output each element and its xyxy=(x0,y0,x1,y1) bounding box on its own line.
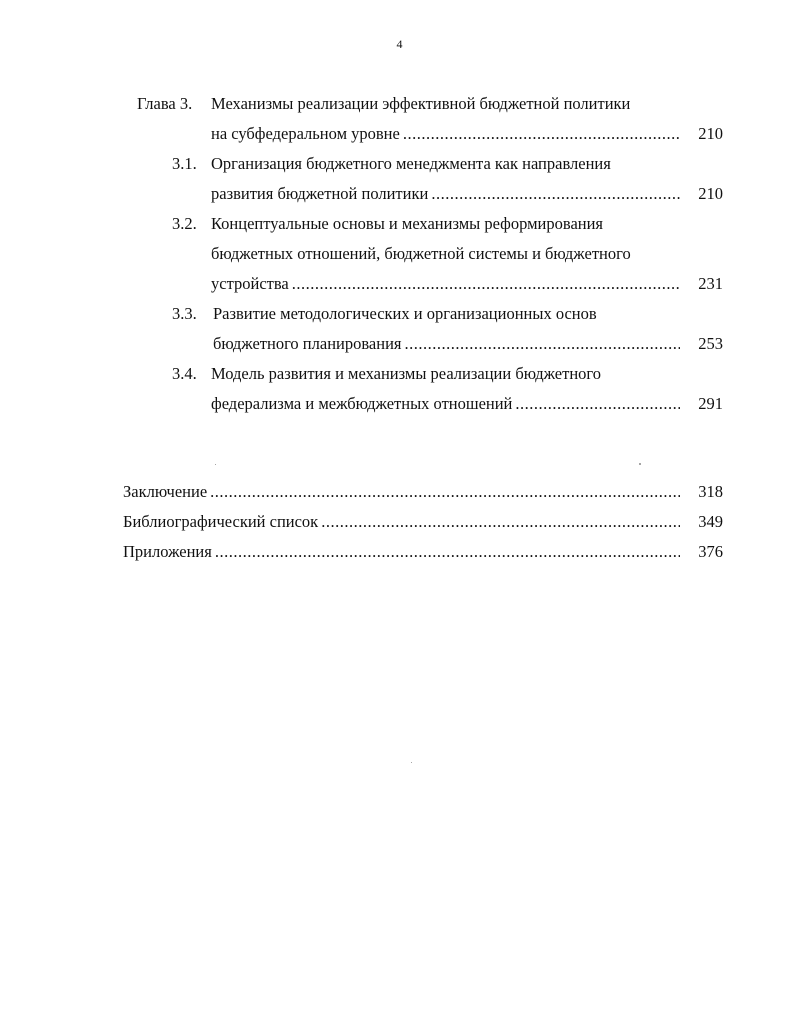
dot-leader xyxy=(515,392,680,416)
toc-entry-bibliography xyxy=(123,510,683,534)
toc-entry-page: 349 xyxy=(698,512,723,531)
chapter-title-line1: Механизмы реализации эффективной бюджетной политики xyxy=(211,94,631,113)
section-title-line2 xyxy=(213,332,683,356)
toc-entry-title: Приложения xyxy=(123,542,212,561)
section-title-line1: Развитие методологических и организационных основ xyxy=(213,304,597,323)
section-page: 291 xyxy=(698,394,723,413)
section-title-line1: Модель развития и механизмы реализации бюджетного xyxy=(211,364,602,383)
section-number: 3.4. xyxy=(172,364,197,383)
toc-entry-title: Заключение xyxy=(123,482,208,501)
toc-entry-page: 376 xyxy=(698,542,723,561)
dot-leader xyxy=(431,182,680,206)
dot-leader xyxy=(405,332,680,356)
toc-entry-page: 318 xyxy=(698,482,723,501)
section-title-line3 xyxy=(211,272,683,296)
chapter-label: Глава 3. xyxy=(137,94,193,113)
scan-speck xyxy=(639,463,641,465)
section-number: 3.3. xyxy=(172,304,197,323)
chapter-page: 210 xyxy=(698,124,723,143)
dot-leader xyxy=(210,480,680,504)
page-number: 4 xyxy=(396,37,403,51)
toc-entry-title: Библиографический список xyxy=(123,512,319,531)
section-page: 253 xyxy=(698,334,723,353)
section-title-line2: бюджетных отношений, бюджетной системы и бюджетного xyxy=(211,244,631,263)
toc-entry-appendices xyxy=(123,540,683,564)
section-title-text: устройства xyxy=(211,274,289,293)
section-title-text: федерализма и межбюджетных отношений xyxy=(211,394,513,413)
section-title-line2 xyxy=(211,392,683,416)
section-title-line2 xyxy=(211,182,683,206)
section-number: 3.1. xyxy=(172,154,197,173)
scan-speck xyxy=(215,464,216,465)
dot-leader xyxy=(403,122,680,146)
chapter-title-line2 xyxy=(211,122,683,146)
toc-entry-conclusion xyxy=(123,480,683,504)
chapter-title-line2-text: на субфедеральном уровне xyxy=(211,124,400,143)
section-title-text: бюджетного планирования xyxy=(213,334,402,353)
section-number: 3.2. xyxy=(172,214,197,233)
section-title-line1: Концептуальные основы и механизмы реформирования xyxy=(211,214,604,233)
section-page: 231 xyxy=(698,274,723,293)
section-page: 210 xyxy=(698,184,723,203)
scan-speck xyxy=(411,762,412,763)
dot-leader xyxy=(292,272,680,296)
section-title-text: развития бюджетной политики xyxy=(211,184,429,203)
section-title-line1: Организация бюджетного менеджмента как направления xyxy=(211,154,611,173)
dot-leader xyxy=(321,510,680,534)
dot-leader xyxy=(215,540,680,564)
